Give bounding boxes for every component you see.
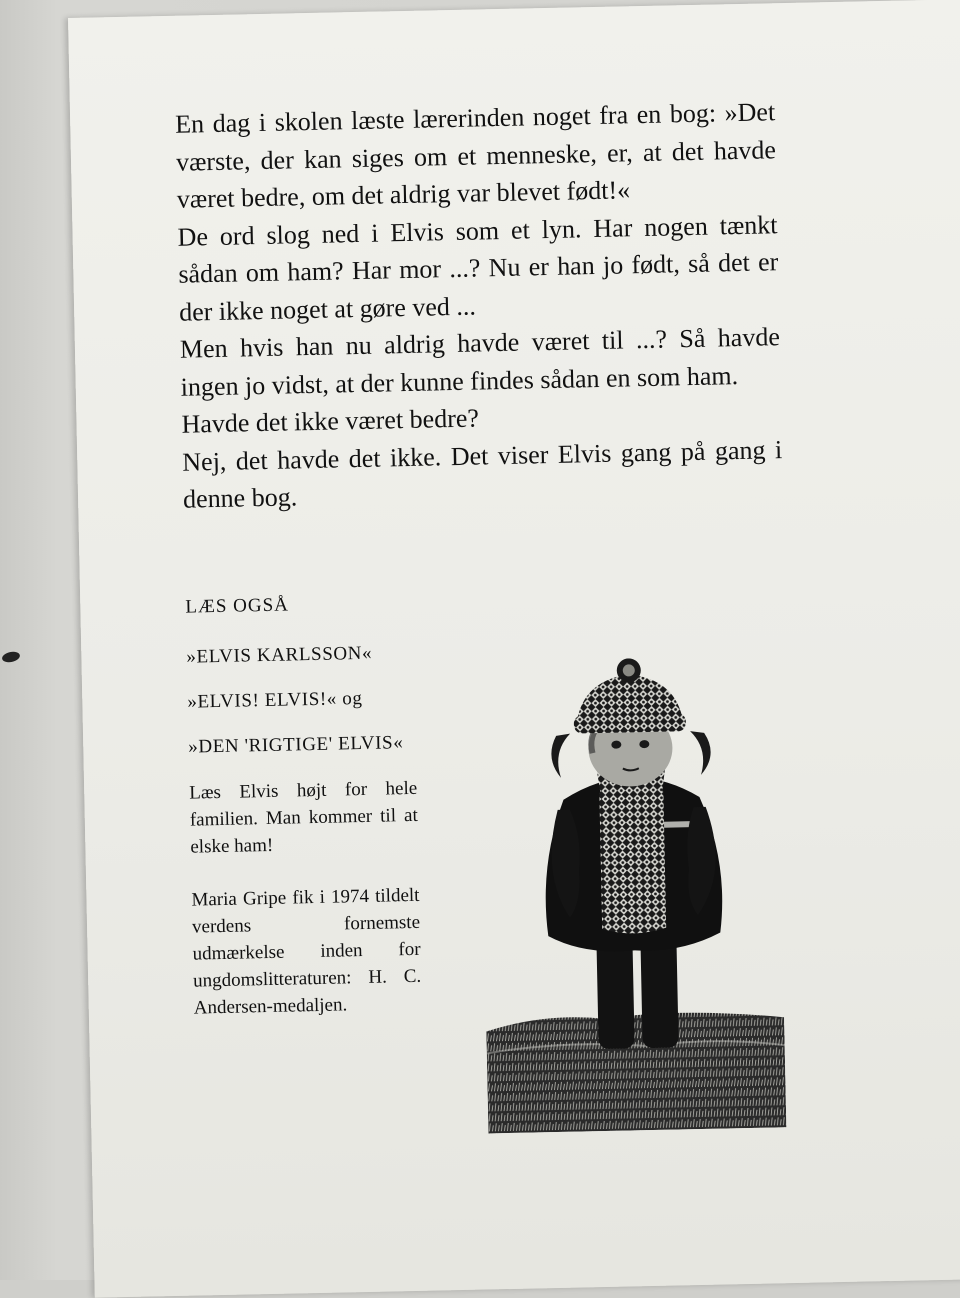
blurb-paragraph: De ord slog ned i Elvis som et lyn. Har nogen tænkt sådan om ham? Har mor ...? Nu er han jo født, så det er der ikke noget at gøre ved ... — [177, 209, 779, 327]
blurb-paragraph: Men hvis han nu aldrig havde været til ...? Så havde ingen jo vidst, at der kunne findes sådan en som ham. — [179, 322, 781, 402]
child-photo-illustration — [479, 655, 787, 1133]
notes-column — [189, 774, 422, 1021]
blurb-paragraph: Nej, det havde det ikke. Det viser Elvis gang på gang i denne bog. — [182, 434, 783, 514]
also-read-title: »DEN 'RIGTIGE' ELVIS« — [188, 731, 404, 758]
award-note: Maria Gripe fik i 1974 tildelt verdens fornemste udmærkelse inden for ungdomslitteraturen: H. C. Andersen-medaljen. — [191, 884, 422, 1019]
book-back-cover — [68, 0, 960, 1298]
blurb-paragraph: Havde det ikke været bedre? — [181, 403, 480, 439]
also-read-title: »ELVIS! ELVIS!« og — [187, 687, 363, 713]
lower-section — [189, 767, 794, 1022]
read-aloud-note: Læs Elvis højt for hele familien. Man kommer til at elske ham! — [189, 777, 418, 858]
cover-content — [175, 93, 795, 1047]
blurb-paragraph: En dag i skolen læste lærerinden noget fra en bog: »Det værste, der kan siges om et menneske, er, at det havde været bedre, om det aldrig var blevet født!« — [174, 97, 777, 214]
also-read-title: »ELVIS KARLSSON« — [186, 642, 373, 668]
also-read-heading: LÆS OGSÅ — [185, 594, 290, 618]
blurb-text — [175, 93, 784, 518]
